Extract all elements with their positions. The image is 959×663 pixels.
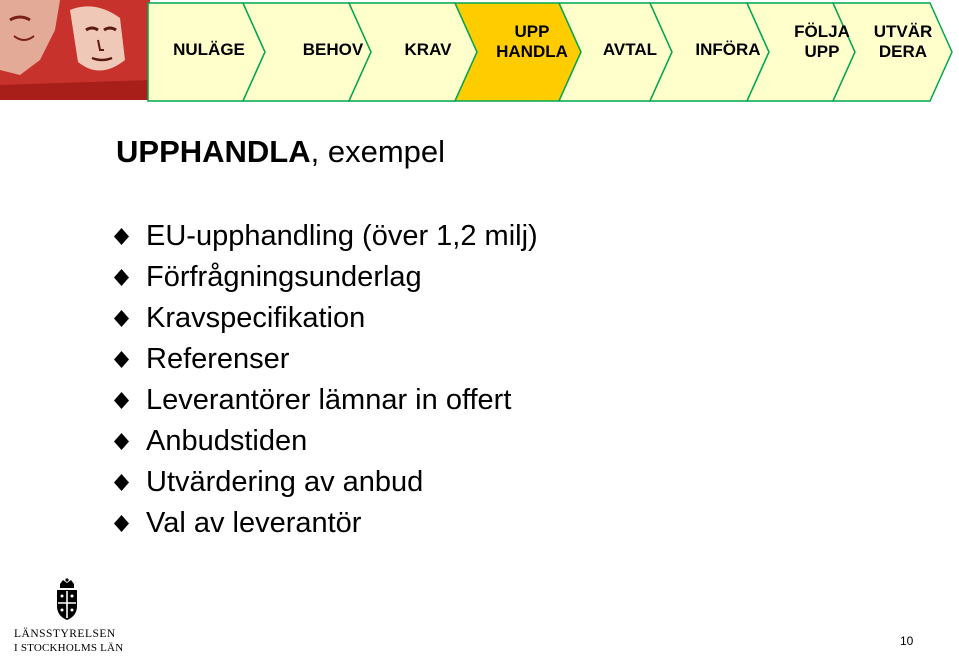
process-step-label-line: HANDLA — [496, 42, 568, 61]
bullet-text: Referenser — [146, 343, 290, 375]
diamond-bullet-icon — [114, 392, 129, 409]
diamond-bullet-icon — [114, 433, 129, 450]
bullet-text: Utvärdering av anbud — [146, 466, 424, 498]
process-step-label-krav — [378, 40, 478, 60]
process-step-label-utvardera — [853, 22, 953, 62]
process-step-label-line: FÖLJA — [794, 22, 850, 41]
bullet-item — [110, 462, 538, 503]
bullet-text: Anbudstiden — [146, 425, 308, 457]
bullet-text: Förfrågningsunderlag — [146, 261, 422, 293]
diamond-bullet-icon — [114, 351, 129, 368]
process-step-label-upphandla — [482, 22, 582, 62]
bullet-text: Kravspecifikation — [146, 302, 366, 334]
process-step-label-line: UTVÄR — [873, 22, 933, 41]
bullet-text: EU-upphandling (över 1,2 milj) — [146, 220, 538, 252]
process-step-label-line: UPP — [514, 22, 550, 41]
process-step-label-line: BEHOV — [302, 40, 364, 59]
process-step-label-line: INFÖRA — [695, 40, 761, 59]
bullet-item — [110, 380, 538, 421]
page-number: 10 — [900, 634, 914, 648]
process-step-label-line: DERA — [878, 42, 928, 61]
slide-title-strong: UPPHANDLA — [116, 134, 311, 169]
diamond-bullet-icon — [114, 474, 129, 491]
bullet-item — [110, 339, 538, 380]
lansstyrelsen-logo — [14, 578, 124, 656]
slide-title-rest: , exempel — [310, 134, 446, 169]
bullet-text: Leverantörer lämnar in offert — [146, 384, 512, 416]
crown-crest-icon — [54, 578, 80, 622]
bullet-item — [110, 257, 538, 298]
diamond-bullet-icon — [114, 515, 129, 532]
process-step-label-nulage — [159, 40, 259, 60]
process-step-label-line: KRAV — [404, 40, 452, 59]
bullet-list — [110, 216, 538, 544]
bullet-text: Val av leverantör — [146, 507, 362, 539]
process-step-label-behov — [283, 40, 383, 60]
diamond-bullet-icon — [114, 228, 129, 245]
process-step-label-infora — [678, 40, 778, 60]
process-step-label-line: UPP — [804, 42, 840, 61]
bullet-item — [110, 298, 538, 339]
process-step-label-line: NULÄGE — [173, 40, 245, 59]
diamond-bullet-icon — [114, 269, 129, 286]
logo-text-line2: I STOCKHOLMS LÄN — [14, 642, 124, 654]
process-step-label-avtal — [580, 40, 680, 60]
diamond-bullet-icon — [114, 310, 129, 327]
bullet-item — [110, 216, 538, 257]
slide-title — [116, 133, 445, 171]
bullet-item — [110, 503, 538, 544]
bullet-item — [110, 421, 538, 462]
process-step-label-line: AVTAL — [602, 40, 658, 59]
logo-text-line1: LÄNSSTYRELSEN — [14, 628, 116, 640]
